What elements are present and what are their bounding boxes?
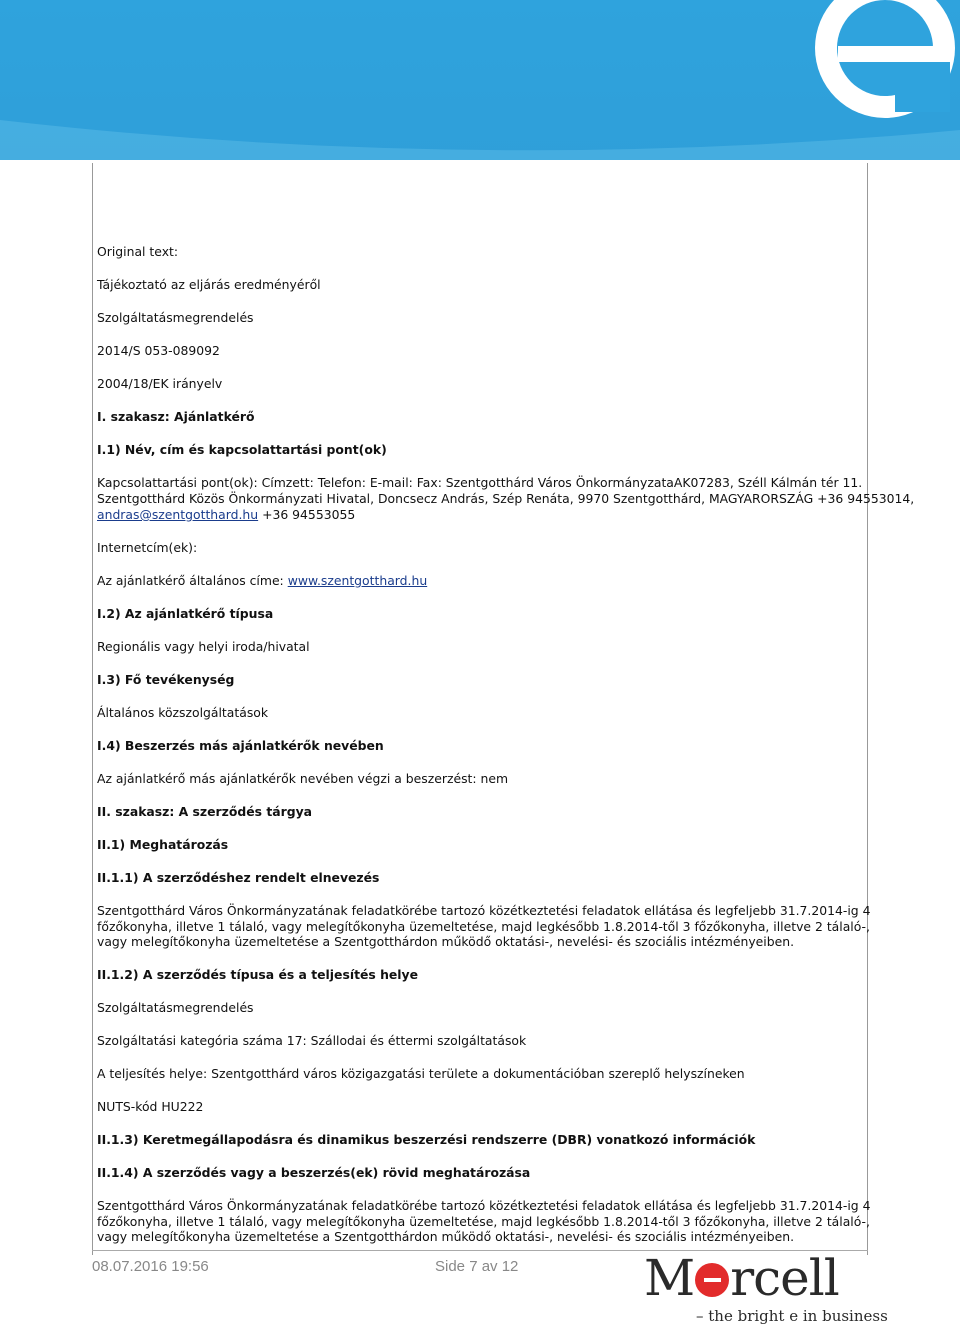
section-2-heading: II. szakasz: A szerződés tárgya <box>97 804 313 819</box>
notice-reference: 2014/S 053-089092 <box>97 343 220 358</box>
section-1-3-heading: I.3) Fő tevékenység <box>97 672 235 687</box>
section-1-4-value: Az ajánlatkérő más ajánlatkérők nevében végzi a beszerzést: nem <box>97 771 509 786</box>
general-address-label: Az ajánlatkérő általános címe: <box>97 573 288 588</box>
section-2-1-2-value-1: Szolgáltatásmegrendelés <box>97 1000 254 1015</box>
section-2-1-2-value-3: A teljesítés helye: Szentgotthárd város közigazgatási területe a dokumentációban szereplő helyszíneken <box>97 1066 745 1081</box>
logo-rest: rcell <box>730 1249 839 1307</box>
section-2-1-2-value-2: Szolgáltatási kategória száma 17: Szállodai és éttermi szolgáltatások <box>97 1033 527 1048</box>
section-2-1-4-line-3: vagy melegítőkonyha üzemeltetése a Szentgotthárdon működő oktatási-, nevelési- és szociális intézményeiben. <box>97 1229 795 1244</box>
page-frame-left <box>92 163 93 1255</box>
section-1-1-heading: I.1) Név, cím és kapcsolattartási pont(ok) <box>97 442 387 457</box>
section-2-1-3-heading: II.1.3) Keretmegállapodásra és dinamikus beszerzési rendszerre (DBR) vonatkozó információk <box>97 1132 756 1147</box>
logo-e-icon <box>695 1263 729 1297</box>
general-address-link[interactable]: www.szentgotthard.hu <box>287 573 428 588</box>
section-2-1-2-heading: II.1.2) A szerződés típusa és a teljesítés helye <box>97 967 419 982</box>
section-2-1-heading: II.1) Meghatározás <box>97 837 229 852</box>
original-text-label: Original text: <box>97 244 179 259</box>
general-address-line <box>97 573 427 589</box>
contact-email-link[interactable]: andras@szentgotthard.hu <box>97 507 259 522</box>
section-1-2-value: Regionális vagy helyi iroda/hivatal <box>97 639 310 654</box>
section-1-3-value: Általános közszolgáltatások <box>97 705 269 720</box>
footer-page-number: Side 7 av 12 <box>435 1258 519 1275</box>
section-2-1-2-value-4: NUTS-kód HU222 <box>97 1099 204 1114</box>
section-1-4-heading: I.4) Beszerzés más ajánlatkérők nevében <box>97 738 384 753</box>
contact-line-1: Kapcsolattartási pont(ok): Címzett: Telefon: E-mail: Fax: Szentgotthárd Város ÖnkormányzataAK07283, Széll Kálmán tér 11. <box>97 475 863 490</box>
section-2-1-1-line-3: vagy melegítőkonyha üzemeltetése a Szentgotthárdon működő oktatási-, nevelési- és szociális intézményeiben. <box>97 934 795 949</box>
brand-logo <box>640 1249 888 1329</box>
logo-wordmark <box>644 1249 839 1307</box>
contact-line-3 <box>97 507 355 523</box>
logo-tagline: – the bright e in business <box>696 1307 888 1325</box>
contract-type: Szolgáltatásmegrendelés <box>97 310 254 325</box>
notice-title: Tájékoztató az eljárás eredményéről <box>97 277 321 292</box>
section-2-1-4-heading: II.1.4) A szerződés vagy a beszerzés(ek) rövid meghatározása <box>97 1165 531 1180</box>
directive: 2004/18/EK irányelv <box>97 376 223 391</box>
contact-phone-2: +36 94553055 <box>258 507 356 522</box>
footer-date: 08.07.2016 19:56 <box>92 1258 209 1275</box>
header-banner <box>0 0 960 160</box>
section-2-1-4-line-2: főzőkonyha, illetve 1 tálaló, vagy melegítőkonyha üzemeltetése, majd legkésőbb 1.8.2014-től 3 főzőkonyha, illetve 2 tálaló-, <box>97 1214 870 1229</box>
section-1-heading: I. szakasz: Ajánlatkérő <box>97 409 255 424</box>
section-2-1-4-line-1: Szentgotthárd Város Önkormányzatának feladatkörébe tartozó közétkeztetési feladatok ellátása és legfeljebb 31.7.2014-ig 4 <box>97 1198 871 1213</box>
section-1-2-heading: I.2) Az ajánlatkérő típusa <box>97 606 274 621</box>
contact-line-2: Szentgotthárd Közös Önkormányzati Hivatal, Doncsecz András, Szép Renáta, 9970 Szentgotthárd, MAGYARORSZÁG +36 94553014, <box>97 491 915 506</box>
internet-addresses-label: Internetcím(ek): <box>97 540 198 555</box>
logo-m: M <box>644 1249 695 1307</box>
section-2-1-1-line-1: Szentgotthárd Város Önkormányzatának feladatkörébe tartozó közétkeztetési feladatok ellátása és legfeljebb 31.7.2014-ig 4 <box>97 903 871 918</box>
section-2-1-1-line-2: főzőkonyha, illetve 1 tálaló, vagy melegítőkonyha üzemeltetése, majd legkésőbb 1.8.2014-től 3 főzőkonyha, illetve 2 tálaló-, <box>97 919 870 934</box>
section-2-1-1-heading: II.1.1) A szerződéshez rendelt elnevezés <box>97 870 380 885</box>
page-frame-right <box>867 163 868 1255</box>
brand-e-icon <box>0 0 960 160</box>
